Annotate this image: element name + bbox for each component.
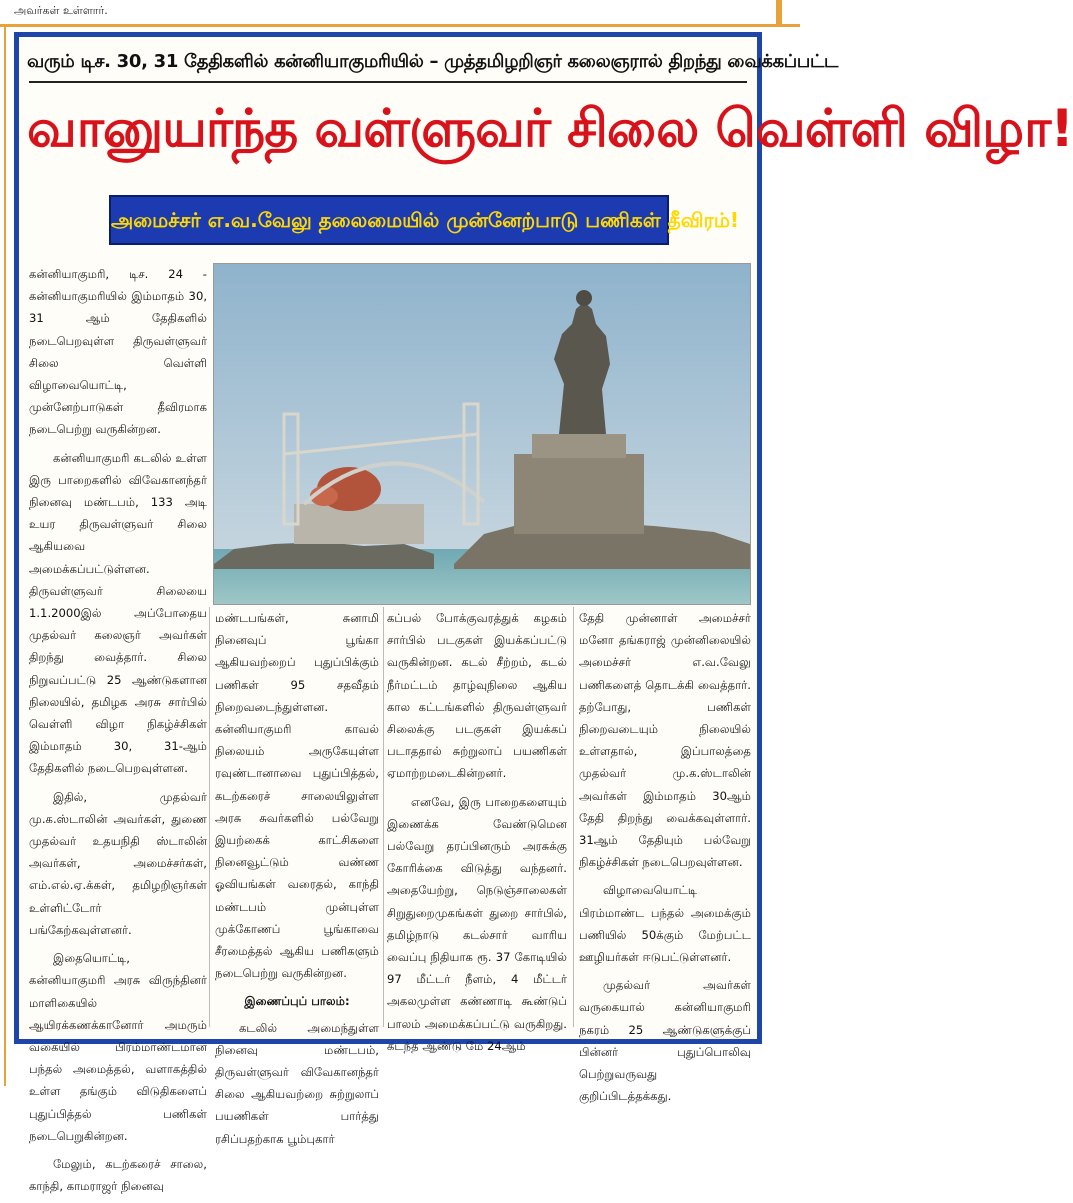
left-margin-rule — [4, 24, 6, 1086]
article-frame — [14, 32, 1073, 1194]
memorial-base — [294, 504, 424, 544]
column-3 — [387, 607, 567, 1063]
paragraph: முதல்வர் அவர்கள் வருகையால் கன்னியாகுமரி நகரம் 25 ஆண்டுகளுக்குப் பின்னர் புதுப்பொலிவு பெற்றுவருவது குறிப்பிடத்தக்கது. — [579, 978, 751, 1104]
paragraph: மேலும், கடற்கரைச் சாலை, காந்தி, காமராஜர் நினைவு — [29, 1156, 207, 1194]
article-subhead: அமைச்சர் எ.வ.வேலு தலைமையில் முன்னேற்பாடு பணிகள் தீவிரம்! — [109, 195, 669, 245]
previous-article-strip — [0, 0, 800, 27]
column-divider — [383, 607, 384, 1027]
paragraph: விழாவையொட்டி பிரம்மாண்ட பந்தல் அமைக்கும் பணியில் 50க்கும் மேற்பட்ட ஊழியர்கள் ஈடுபட்டுள்ளனர். — [579, 883, 751, 965]
paragraph: கப்பல் போக்குவரத்துக் கழகம் சார்பில் படகுகள் இயக்கப்பட்டு வருகின்றன. கடல் சீற்றம், கடல் நீர்மட்டம் தாழ்வுநிலை ஆகிய கால கட்டங்களில் திருவள்ளுவர் சிலைக்கு படகுகள் இயக்கப் படாததால் சுற்றுலாப் பயணிகள் ஏமாற்றமடைகின்றனர். — [387, 611, 567, 781]
statue-photo — [213, 263, 751, 605]
paragraph: கடலில் அமைந்துள்ள நினைவு மண்டபம், திருவள்ளுவர் விவேகானந்தர் சிலை ஆகியவற்றை சுற்றுலாப் பயணிகள் பார்த்து ரசிப்பதற்காக பூம்புகார் — [215, 1020, 379, 1146]
paragraph: கன்னியாகுமரி, டிச. 24 - கன்னியாகுமரியில் இம்மாதம் 30, 31 ஆம் தேதிகளில் நடைபெறவுள்ள திருவள்ளுவர் சிலை வெள்ளி விழாவையொட்டி, முன்னேற்பாடுகள் தீவிரமாக நடைபெற்று வருகின்றன. — [29, 267, 207, 437]
paragraph: கன்னியாகுமரி கடலில் உள்ள இரு பாறைகளில் விவேகானந்தர் நினைவு மண்டபம், 133 அடி உயர திருவள்ளுவர் சிலை ஆகியவை அமைக்கப்பட்டுள்ளன. திருவள்ளுவர் சிலையை 1.1.2000இல் அப்போதைய முதல்வர் கலைஞர் அவர்கள் திறந்து வைத்தார். சிலை நிறுவப்பட்டு 25 ஆண்டுகளான நிலையில், தமிழக அரசு சார்பில் வெள்ளி விழா நிகழ்ச்சிகள் இம்மாதம் 30, 31-ஆம் தேதிகளில் நடைபெறவுள்ளன. — [29, 450, 207, 776]
paragraph: இதில், முதல்வர் மு.க.ஸ்டாலின் அவர்கள், துணை முதல்வர் உதயநிதி ஸ்டாலின் அவர்கள், அமைச்சர்கள், எம்.எல்.ஏ.க்கள், தமிழறிஞர்கள் உள்ளிட்டோர் பங்கேற்கவுள்ளனர். — [29, 789, 207, 937]
article-headline: வானுயர்ந்த வள்ளுவர் சிலை வெள்ளி விழா! — [27, 99, 1073, 159]
column-1 — [29, 263, 207, 1203]
pedestal-base — [514, 454, 644, 534]
paragraph: மண்டபங்கள், சுனாமி நினைவுப் பூங்கா ஆகியவற்றைப் புதுப்பிக்கும் பணிகள் 95 சதவீதம் நிறைவடைந்துள்ளன. கன்னியாகுமரி காவல் நிலையம் அருகேயுள்ள ரவுண்டானாவை புதுப்பித்தல், கடற்கரைச் சாலையிலுள்ள அரசு சுவர்களில் பல்வேறு இயற்கைக் காட்சிகளை நினைவூட்டும் வண்ண ஓவியங்கள் வரைதல், காந்தி மண்டபம் முன்புள்ள முக்கோணப் பூங்காவை சீரமைத்தல் ஆகிய பணிகளும் நடைபெற்று வருகின்றன. — [215, 611, 379, 981]
column-divider — [209, 607, 210, 1027]
column-divider — [573, 607, 574, 1027]
pedestal-top — [532, 434, 626, 458]
paragraph: தேதி முன்னாள் அமைச்சர் மனோ தங்கராஜ் முன்னிலையில் அமைச்சர் எ.வ.வேலு பணிகளைத் தொடக்கி வைத்தார். தற்போது, பணிகள் நிறைவடையும் நிலையில் உள்ளதால், இப்பாலத்தை முதல்வர் மு.க.ஸ்டாலின் அவர்கள் இம்மாதம் 30ஆம் தேதி திறந்து வைக்கவுள்ளார். 31ஆம் தேதியும் பல்வேறு நிகழ்ச்சிகள் நடைபெறவுள்ளன. — [579, 611, 751, 870]
column-4 — [579, 607, 751, 1113]
section-subheading: இணைப்புப் பாலம்: — [244, 994, 350, 1009]
paragraph: இதையொட்டி, கன்னியாகுமரி அரசு விருந்தினர் மாளிகையில் ஆயிரக்கணக்கானோர் அமரும் வகையில் பிரம்மாண்டமான பந்தல் அமைத்தல், வளாகத்தில் உள்ள தங்கும் விடுதிகளைப் புதுப்பித்தல் பணிகள் நடைபெறுகின்றன. — [29, 951, 207, 1143]
statue-head — [576, 290, 592, 306]
kicker-underline — [29, 81, 747, 83]
article-kicker: வரும் டிச. 30, 31 தேதிகளில் கன்னியாகுமரியில் – முத்தமிழறிஞர் கலைஞரால் திறந்து வைக்கப்பட்ட — [27, 51, 839, 72]
strip-accent-bar — [776, 0, 782, 24]
paragraph: எனவே, இரு பாறைகளையும் இணைக்க வேண்டுமென பல்வேறு தரப்பினரும் அரசுக்கு கோரிக்கை விடுத்து வந்தனர். அதையேற்று, நெடுஞ்சாலைகள் சிறுதுறைமுகங்கள் துறை சார்பில், தமிழ்நாடு கடல்சார் வாரிய வைப்பு நிதியாக ரூ. 37 கோடியில் 97 மீட்டர் நீளம், 4 மீட்டர் அகலமுள்ள கண்ணாடி கூண்டுப் பாலம் அமைக்கப்பட்டு வருகிறது. கடந்த ஆண்டு மே 24ஆம் — [387, 794, 567, 1053]
previous-article-text: அவர்கள் உள்ளார். — [14, 4, 108, 17]
column-2 — [215, 607, 379, 1156]
